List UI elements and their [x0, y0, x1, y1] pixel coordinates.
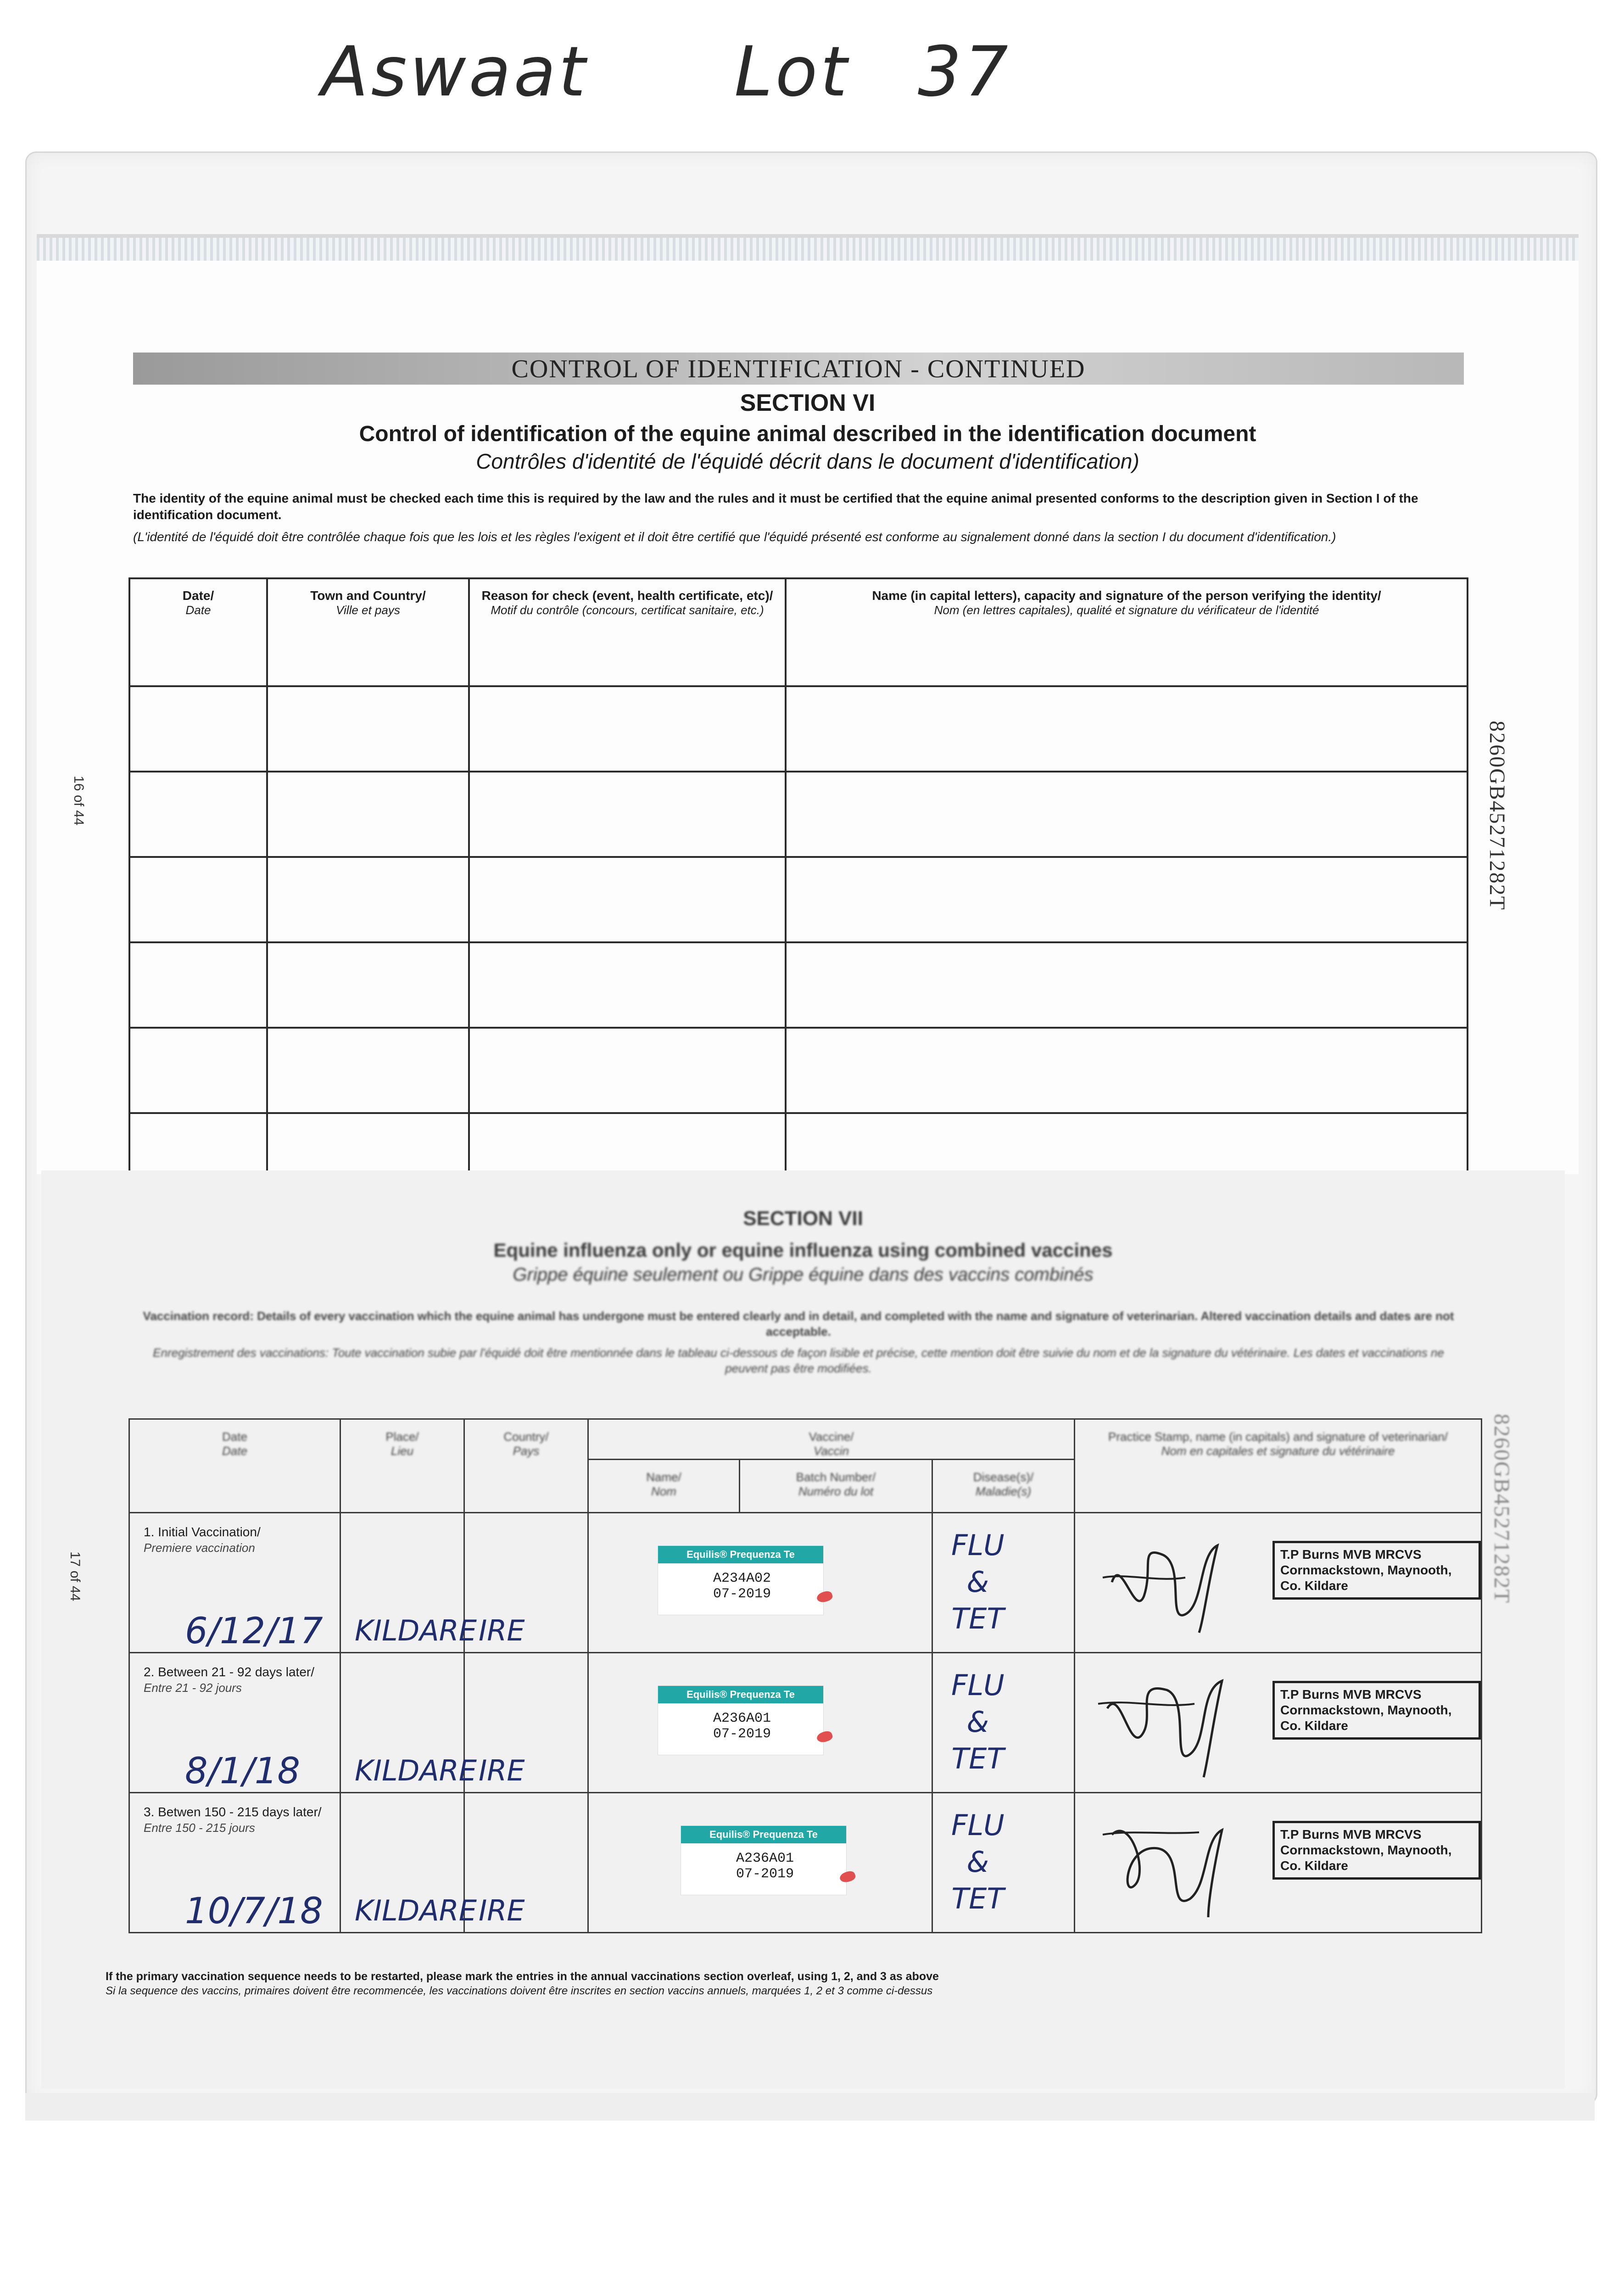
page-top-pattern	[37, 238, 1579, 261]
expiry-date: 07-2019	[713, 1726, 771, 1742]
country-cell[interactable]	[464, 1793, 588, 1933]
disease-flu: FLU	[951, 1528, 1005, 1562]
identification-check-table	[128, 577, 1468, 1199]
vaccination-row-3	[129, 1793, 1482, 1933]
document-id: 8260GB45271282T	[1490, 1414, 1514, 1604]
red-mark	[838, 1870, 856, 1884]
row-label-fr: Entre 21 - 92 jours	[144, 1681, 242, 1695]
date-cell[interactable]	[129, 1513, 340, 1653]
row-label-fr: Premiere vaccination	[144, 1541, 255, 1555]
col-practice-stamp: Practice Stamp, name (in capitals) and signature of veterinarian/ Nom en capitales et signature du vétérinaire	[1075, 1419, 1482, 1513]
handwritten-lot-number: 37	[918, 32, 1011, 112]
section-intro-fr: (L'identité de l'équidé doit être contrôlée chaque fois que les lois et les règles l'exigent et il doit être certifié que l'équidé présenté est conforme au signalement donné dans la section I du document d'identification.)	[133, 530, 1336, 544]
vaccine-sticker	[681, 1825, 847, 1895]
table-row	[129, 1028, 1468, 1113]
col-reason: Reason for check (event, health certificate, etc)/ Motif du contrôle (concours, certificat sanitaire, etc.)	[469, 578, 786, 686]
country-cell[interactable]	[464, 1653, 588, 1793]
place-cell[interactable]	[340, 1513, 477, 1653]
vaccine-name: Equilis® Prequenza Te	[658, 1546, 823, 1563]
vaccination-place: KILDARE	[355, 1894, 477, 1927]
col-verifier: Name (in capital letters), capacity and signature of the person verifying the identity/ Nom (en lettres capitales), qualité et signature du vérificateur de l'identité	[786, 578, 1468, 686]
veterinarian-signature	[1094, 1807, 1240, 1922]
handwritten-header	[321, 18, 1101, 110]
col-date: Date Date	[129, 1419, 340, 1513]
table-row	[129, 942, 1468, 1028]
expiry-date: 07-2019	[736, 1866, 794, 1882]
veterinarian-signature	[1094, 1527, 1240, 1642]
section-title: SECTION VI	[740, 390, 876, 416]
passport-page-section-6	[37, 234, 1579, 1174]
vaccination-row-2	[129, 1653, 1482, 1793]
section-heading-fr: Contrôles d'identité de l'équidé décrit dans le document d'identification)	[476, 449, 1139, 473]
handwritten-lot-label: Lot	[734, 32, 850, 112]
disease-tet: TET	[951, 1602, 1005, 1635]
disease-flu: FLU	[951, 1808, 1005, 1842]
lot-number: A236A01	[736, 1851, 794, 1866]
row-label-en: 3. Betwen 150 - 215 days later/	[144, 1805, 322, 1819]
lot-number: A234A02	[713, 1571, 771, 1586]
disease-cell[interactable]	[932, 1653, 1075, 1793]
row-label-en: 1. Initial Vaccination/	[144, 1525, 261, 1539]
vaccination-date: 6/12/17	[185, 1611, 323, 1652]
row-label-fr: Entre 150 - 215 jours	[144, 1821, 255, 1835]
vaccination-date: 10/7/18	[185, 1891, 323, 1932]
document-id: 8260GB45271282T	[1485, 721, 1509, 911]
practice-stamp: T.P Burns MVB MRCVS Cornmackstown, Maynooth, Co. Kildare	[1272, 1821, 1481, 1880]
sleeve-edge	[25, 2093, 1595, 2121]
practice-stamp: T.P Burns MVB MRCVS Cornmackstown, Maynooth, Co. Kildare	[1272, 1541, 1481, 1600]
date-cell[interactable]	[129, 1793, 340, 1933]
table-header-row	[129, 1419, 1482, 1460]
disease-and: &	[966, 1565, 989, 1599]
vaccination-place: KILDARE	[355, 1614, 477, 1647]
disease-cell[interactable]	[932, 1513, 1075, 1653]
page-number: 17 of 44	[67, 1551, 83, 1601]
section-banner	[133, 353, 1464, 385]
red-mark	[815, 1730, 833, 1744]
col-town-country: Town and Country/ Ville et pays	[267, 578, 469, 686]
vaccination-place: KILDARE	[355, 1754, 477, 1787]
practice-cell[interactable]	[1075, 1653, 1482, 1793]
col-disease: Disease(s)/ Maladie(s)	[932, 1460, 1075, 1513]
country-cell[interactable]	[464, 1513, 588, 1653]
section-intro-en: Vaccination record: Details of every vaccination which the equine animal has undergone must be entered clearly and in detail, and completed with the name and signature of veterinarian. Altered vaccination details and dates are not acceptable.	[143, 1309, 1454, 1338]
practice-cell[interactable]	[1075, 1513, 1482, 1653]
disease-cell[interactable]	[932, 1793, 1075, 1933]
date-cell[interactable]	[129, 1653, 340, 1793]
col-vaccine: Vaccine/ Vaccin	[588, 1419, 1075, 1460]
vaccination-country: IRE	[479, 1754, 525, 1787]
section-intro-en: The identity of the equine animal must be checked each time this is required by the law and the rules and it must be certified that the equine animal presented conforms to the description given in Section I of the identification document.	[133, 491, 1418, 522]
vaccine-cell[interactable]	[588, 1653, 932, 1793]
vaccination-date: 8/1/18	[185, 1751, 301, 1792]
col-date: Date/ Date	[129, 578, 267, 686]
vaccine-cell[interactable]	[588, 1513, 932, 1653]
table-row	[129, 772, 1468, 857]
lot-number: A236A01	[713, 1711, 771, 1726]
place-cell[interactable]	[340, 1793, 477, 1933]
vaccination-row-1	[129, 1513, 1482, 1653]
practice-cell[interactable]	[1075, 1793, 1482, 1933]
vaccination-country: IRE	[479, 1894, 525, 1927]
vaccine-name: Equilis® Prequenza Te	[658, 1686, 823, 1703]
disease-and: &	[966, 1705, 989, 1739]
disease-and: &	[966, 1845, 989, 1879]
place-cell[interactable]	[340, 1653, 477, 1793]
veterinarian-signature	[1094, 1667, 1240, 1782]
section-title: SECTION VII	[743, 1207, 863, 1230]
expiry-date: 07-2019	[713, 1586, 771, 1602]
page-number: 16 of 44	[71, 776, 86, 826]
col-batch-number: Batch Number/ Numéro du lot	[740, 1460, 932, 1513]
col-vaccine-name: Name/ Nom	[588, 1460, 740, 1513]
disease-tet: TET	[951, 1742, 1005, 1775]
footnote-en: If the primary vaccination sequence needs to be restarted, please mark the entries in the annual vaccinations section overleaf, using 1, 2, and 3 as above	[106, 1970, 939, 1983]
section-banner-text: CONTROL OF IDENTIFICATION - CONTINUED	[511, 355, 1086, 383]
red-mark	[815, 1590, 833, 1604]
row-label-en: 2. Between 21 - 92 days later/	[144, 1665, 314, 1679]
handwritten-name: Aswaat	[321, 32, 589, 112]
vaccination-country: IRE	[479, 1614, 525, 1647]
section-heading-fr: Grippe équine seulement ou Grippe équine dans des vaccins combinés	[513, 1265, 1094, 1285]
practice-stamp: T.P Burns MVB MRCVS Cornmackstown, Maynooth, Co. Kildare	[1272, 1681, 1481, 1740]
vaccine-name: Equilis® Prequenza Te	[681, 1826, 846, 1843]
col-country: Country/ Pays	[464, 1419, 588, 1513]
col-place: Place/ Lieu	[340, 1419, 464, 1513]
vaccine-cell[interactable]	[588, 1793, 932, 1933]
disease-flu: FLU	[951, 1668, 1005, 1702]
table-row	[129, 857, 1468, 942]
vaccine-sticker	[658, 1685, 824, 1755]
vaccine-sticker	[658, 1545, 824, 1615]
table-row	[129, 686, 1468, 772]
passport-page-section-7	[41, 1170, 1565, 2088]
section-heading-en: Equine influenza only or equine influenza using combined vaccines	[493, 1239, 1113, 1261]
disease-tet: TET	[951, 1882, 1005, 1915]
footnote-fr: Si la sequence des vaccins, primaires doivent être recommencée, les vaccinations doivent être inscrites en section vaccins annuels, marquées 1, 2 et 3 comme ci-dessus	[106, 1985, 933, 1997]
section-heading-en: Control of identification of the equine animal described in the identification document	[359, 422, 1256, 446]
section-intro-fr: Enregistrement des vaccinations: Toute vaccination subie par l'équidé doit être mentionnée dans le tableau ci-dessous de façon lisible et précise, cette mention doit être suivie du nom et de la signature du vétérinaire. Les dates et vaccinations ne peuvent pas être modifiées.	[153, 1346, 1444, 1375]
vaccination-table	[128, 1418, 1482, 1933]
table-header-row	[129, 578, 1468, 686]
